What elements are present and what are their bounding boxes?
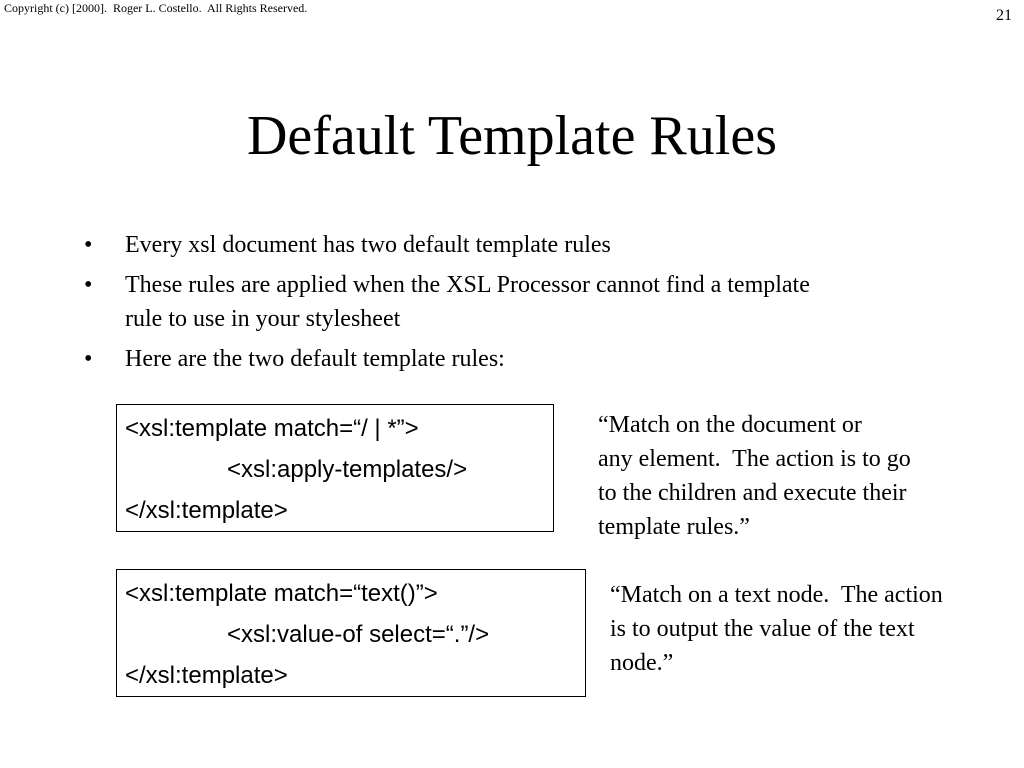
- bullet-mark: •: [84, 232, 93, 258]
- code-line-close-tag: </xsl:template>: [125, 497, 288, 524]
- copyright-notice: Copyright (c) [2000]. Roger L. Costello. All Rights Reserved.: [4, 1, 308, 15]
- bullet-item: [84, 228, 964, 262]
- bullet-text: Every xsl document has two default template rules: [125, 232, 611, 258]
- bullet-text: Here are the two default template rules:: [125, 346, 505, 372]
- bullet-list: [84, 228, 964, 382]
- bullet-text: These rules are applied when the XSL Processor cannot find a template rule to use in your stylesheet: [125, 272, 810, 332]
- bullet-item: [84, 268, 964, 336]
- default-rule-1-annotation: “Match on the document or any element. The action is to go to the children and execute their template rules.”: [598, 412, 911, 540]
- bullet-mark: •: [84, 346, 93, 372]
- default-rule-2-annotation: “Match on a text node. The action is to output the value of the text node.”: [610, 582, 943, 676]
- bullet-item: [84, 342, 964, 376]
- bullet-mark: •: [84, 272, 93, 298]
- code-line-open-tag: <xsl:template match=“text()”>: [125, 580, 438, 607]
- default-rule-1-code-box: [116, 404, 554, 532]
- code-line-close-tag: </xsl:template>: [125, 662, 288, 689]
- code-line-open-tag: <xsl:template match=“/ | *”>: [125, 415, 419, 442]
- code-line-value-of: <xsl:value-of select=“.”/>: [227, 621, 490, 648]
- slide-title: Default Template Rules: [246, 105, 777, 167]
- page-number: 21: [996, 7, 1012, 24]
- default-rule-2-code-box: [116, 569, 586, 697]
- code-line-apply-templates: <xsl:apply-templates/>: [227, 456, 468, 483]
